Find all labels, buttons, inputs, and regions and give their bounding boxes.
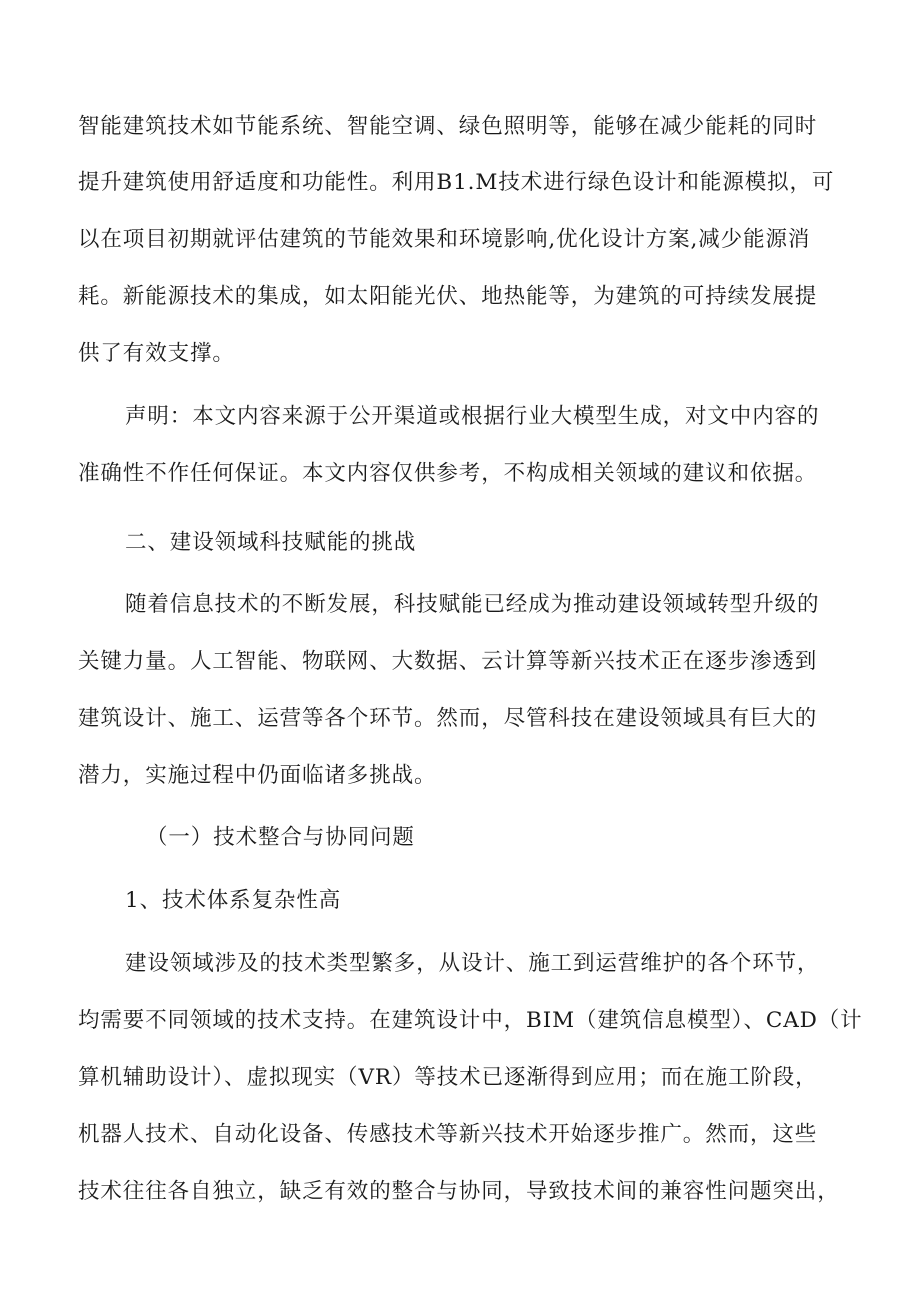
intro-line-4: 耗。新能源技术的集成，如太阳能光伏、地热能等，为建筑的可持续发展提 (78, 284, 818, 309)
intro-line-3: 以在项目初期就评估建筑的节能效果和环境影响,优化设计方案,减少能源消 (78, 227, 811, 252)
intro-line-2: 提升建筑使用舒适度和功能性。利用B1.M技术进行绿色设计和能源模拟，可 (78, 170, 835, 195)
complexity-line-3: 算机辅助设计）、虚拟现实（VR）等技术已逐渐得到应用；而在施工阶段， (78, 1065, 818, 1090)
item-heading: 1、技术体系复杂性高 (125, 888, 342, 913)
challenge-line-1: 随着信息技术的不断发展，科技赋能已经成为推动建设领域转型升级的 (125, 592, 820, 617)
challenge-line-3: 建筑设计、施工、运营等各个环节。然而，尽管科技在建设领域具有巨大的 (78, 706, 818, 731)
subsection-heading: （一）技术整合与协同问题 (146, 825, 415, 850)
complexity-line-5: 技术往往各自独立，缺乏有效的整合与协同，导致技术间的兼容性问题突出， (78, 1179, 840, 1204)
complexity-line-2: 均需要不同领域的技术支持。在建筑设计中，BIM（建筑信息模型）、CAD（计 (78, 1008, 863, 1033)
disclaimer-line-2: 准确性不作任何保证。本文内容仅供参考，不构成相关领域的建议和依据。 (78, 461, 818, 486)
complexity-line-4: 机器人技术、自动化设备、传感技术等新兴技术开始逐步推广。然而，这些 (78, 1122, 818, 1147)
intro-line-1: 智能建筑技术如节能系统、智能空调、绿色照明等，能够在减少能耗的同时 (78, 114, 818, 139)
section-heading: 二、建设领域科技赋能的挑战 (125, 530, 417, 555)
intro-line-5: 供了有效支撑。 (78, 341, 235, 366)
disclaimer-line-1: 声明：本文内容来源于公开渠道或根据行业大模型生成，对文中内容的 (125, 404, 820, 429)
challenge-line-4: 潜力，实施过程中仍面临诸多挑战。 (78, 763, 437, 788)
complexity-line-1: 建设领域涉及的技术类型繁多，从设计、施工到运营维护的各个环节， (125, 951, 820, 976)
challenge-line-2: 关键力量。人工智能、物联网、大数据、云计算等新兴技术正在逐步渗透到 (78, 649, 818, 674)
